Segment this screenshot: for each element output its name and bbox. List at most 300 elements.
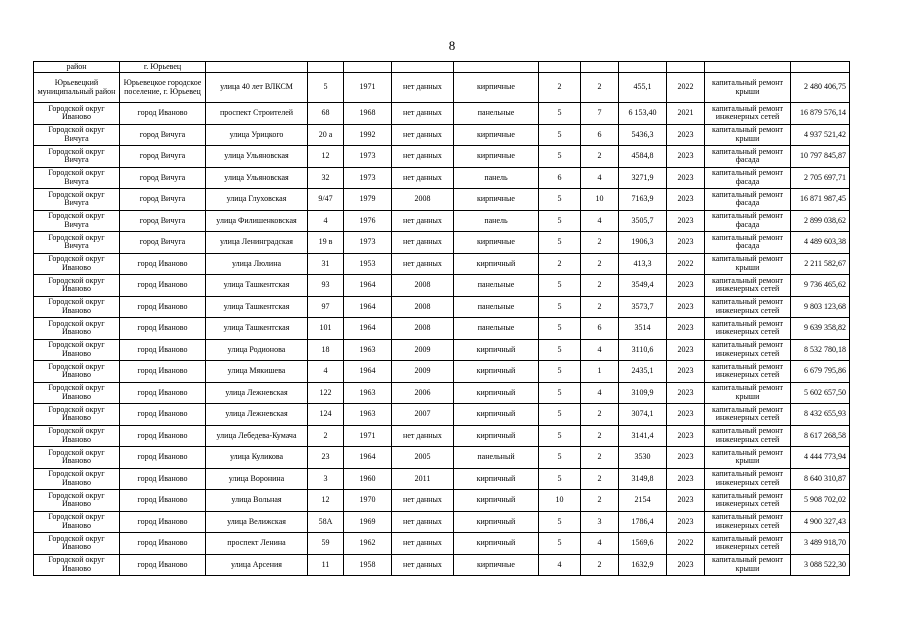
- cell-settlement: город Вичуга: [120, 124, 206, 146]
- cell-street: улица Люлина: [206, 253, 308, 275]
- cell-work-type: капитальный ремонт инженерных сетей: [705, 425, 791, 447]
- cell-overhaul-year: 2008: [392, 318, 454, 340]
- cell-municipality: район: [34, 62, 120, 73]
- cell-entrances: 2: [581, 73, 619, 103]
- cell-wall-material: кирпичные: [454, 124, 539, 146]
- cell-overhaul-year: 2007: [392, 404, 454, 426]
- cell-area: 3549,4: [619, 275, 667, 297]
- cell-cost: 9 803 123,68: [791, 296, 850, 318]
- cell-municipality: Городской округ Иваново: [34, 425, 120, 447]
- cell-overhaul-year: 2005: [392, 447, 454, 469]
- cell-entrances: 2: [581, 296, 619, 318]
- cell-settlement: город Иваново: [120, 554, 206, 576]
- cell-area: 3271,9: [619, 167, 667, 189]
- cell-municipality: Городской округ Иваново: [34, 296, 120, 318]
- cell-wall-material: кирпичный: [454, 404, 539, 426]
- cell-municipality: Городской округ Иваново: [34, 103, 120, 125]
- table-row: [34, 62, 850, 73]
- cell-build-year: 1968: [344, 103, 392, 125]
- table-row: [34, 382, 850, 404]
- cell-floors: 5: [539, 468, 581, 490]
- cell-work-type: капитальный ремонт инженерных сетей: [705, 361, 791, 383]
- cell-overhaul-year: нет данных: [392, 554, 454, 576]
- cell-overhaul-year: нет данных: [392, 146, 454, 168]
- cell-build-year: 1953: [344, 253, 392, 275]
- cell-settlement: город Иваново: [120, 253, 206, 275]
- cell-floors: 5: [539, 318, 581, 340]
- cell-floors: 2: [539, 73, 581, 103]
- cell-floors: 5: [539, 404, 581, 426]
- cell-municipality: Городской округ Иваново: [34, 490, 120, 512]
- cell-settlement: город Иваново: [120, 447, 206, 469]
- cell-entrances: 2: [581, 554, 619, 576]
- cell-build-year: 1971: [344, 73, 392, 103]
- table-row: [34, 275, 850, 297]
- cell-settlement: город Вичуга: [120, 167, 206, 189]
- table-row: [34, 447, 850, 469]
- cell-entrances: 4: [581, 167, 619, 189]
- cell-work-type: капитальный ремонт инженерных сетей: [705, 404, 791, 426]
- cell-floors: 5: [539, 232, 581, 254]
- cell-build-year: [344, 62, 392, 73]
- cell-entrances: 2: [581, 253, 619, 275]
- table-row: [34, 73, 850, 103]
- housing-register-table: [33, 61, 850, 576]
- cell-cost: 2 211 582,67: [791, 253, 850, 275]
- cell-cost: 6 679 795,86: [791, 361, 850, 383]
- cell-entrances: 2: [581, 275, 619, 297]
- cell-floors: 5: [539, 361, 581, 383]
- cell-work-type: капитальный ремонт инженерных сетей: [705, 468, 791, 490]
- cell-work-type: капитальный ремонт крыши: [705, 253, 791, 275]
- cell-overhaul-year: нет данных: [392, 73, 454, 103]
- cell-house-number: 68: [308, 103, 344, 125]
- cell-build-year: 1964: [344, 447, 392, 469]
- cell-house-number: 32: [308, 167, 344, 189]
- cell-floors: 5: [539, 382, 581, 404]
- cell-area: 3573,7: [619, 296, 667, 318]
- cell-cost: 4 489 603,38: [791, 232, 850, 254]
- cell-build-year: 1971: [344, 425, 392, 447]
- cell-wall-material: кирпичный: [454, 339, 539, 361]
- cell-house-number: 93: [308, 275, 344, 297]
- cell-entrances: 2: [581, 146, 619, 168]
- cell-overhaul-year: 2008: [392, 189, 454, 211]
- cell-settlement: город Иваново: [120, 425, 206, 447]
- cell-build-year: 1973: [344, 146, 392, 168]
- cell-street: улица 40 лет ВЛКСМ: [206, 73, 308, 103]
- cell-overhaul-year: 2009: [392, 339, 454, 361]
- cell-municipality: Городской округ Иваново: [34, 404, 120, 426]
- cell-settlement: город Вичуга: [120, 232, 206, 254]
- cell-settlement: город Иваново: [120, 533, 206, 555]
- table-row: [34, 404, 850, 426]
- table-row: [34, 425, 850, 447]
- cell-build-year: 1970: [344, 490, 392, 512]
- cell-municipality: Городской округ Вичуга: [34, 232, 120, 254]
- cell-entrances: 10: [581, 189, 619, 211]
- cell-house-number: [308, 62, 344, 73]
- cell-floors: [539, 62, 581, 73]
- cell-work-type: капитальный ремонт крыши: [705, 382, 791, 404]
- cell-entrances: 6: [581, 318, 619, 340]
- cell-entrances: 4: [581, 533, 619, 555]
- cell-entrances: 4: [581, 210, 619, 232]
- cell-settlement: город Иваново: [120, 296, 206, 318]
- cell-build-year: 1973: [344, 232, 392, 254]
- cell-floors: 5: [539, 511, 581, 533]
- cell-plan-year: 2021: [667, 103, 705, 125]
- cell-municipality: Городской округ Иваново: [34, 554, 120, 576]
- cell-wall-material: кирпичный: [454, 382, 539, 404]
- cell-municipality: Городской округ Иваново: [34, 447, 120, 469]
- cell-wall-material: кирпичный: [454, 490, 539, 512]
- table-body: [34, 62, 850, 576]
- table-row: [34, 533, 850, 555]
- cell-wall-material: панель: [454, 210, 539, 232]
- cell-municipality: Городской округ Вичуга: [34, 167, 120, 189]
- cell-plan-year: 2023: [667, 490, 705, 512]
- cell-overhaul-year: нет данных: [392, 490, 454, 512]
- cell-wall-material: кирпичный: [454, 468, 539, 490]
- cell-build-year: 1979: [344, 189, 392, 211]
- cell-entrances: 3: [581, 511, 619, 533]
- cell-street: улица Ташкентская: [206, 275, 308, 297]
- cell-settlement: город Иваново: [120, 361, 206, 383]
- cell-area: 1632,9: [619, 554, 667, 576]
- table-row: [34, 468, 850, 490]
- cell-work-type: капитальный ремонт инженерных сетей: [705, 490, 791, 512]
- cell-area: 3110,6: [619, 339, 667, 361]
- cell-municipality: Городской округ Иваново: [34, 533, 120, 555]
- cell-entrances: 2: [581, 232, 619, 254]
- cell-wall-material: кирпичные: [454, 554, 539, 576]
- cell-plan-year: 2023: [667, 554, 705, 576]
- cell-cost: 9 639 358,82: [791, 318, 850, 340]
- cell-work-type: [705, 62, 791, 73]
- cell-build-year: 1962: [344, 533, 392, 555]
- cell-settlement: город Вичуга: [120, 189, 206, 211]
- cell-area: 3074,1: [619, 404, 667, 426]
- cell-wall-material: панельные: [454, 296, 539, 318]
- cell-wall-material: кирпичный: [454, 533, 539, 555]
- cell-floors: 5: [539, 103, 581, 125]
- table-row: [34, 296, 850, 318]
- cell-overhaul-year: нет данных: [392, 167, 454, 189]
- table-row: [34, 554, 850, 576]
- cell-work-type: капитальный ремонт фасада: [705, 146, 791, 168]
- cell-plan-year: 2023: [667, 189, 705, 211]
- cell-house-number: 97: [308, 296, 344, 318]
- cell-floors: 5: [539, 146, 581, 168]
- cell-work-type: капитальный ремонт крыши: [705, 554, 791, 576]
- cell-plan-year: 2023: [667, 511, 705, 533]
- cell-cost: 5 908 702,02: [791, 490, 850, 512]
- cell-street: улица Лежневская: [206, 382, 308, 404]
- cell-area: 3530: [619, 447, 667, 469]
- cell-area: 3149,8: [619, 468, 667, 490]
- cell-cost: 8 432 655,93: [791, 404, 850, 426]
- cell-house-number: 19 в: [308, 232, 344, 254]
- cell-floors: 5: [539, 296, 581, 318]
- cell-house-number: 11: [308, 554, 344, 576]
- cell-entrances: 2: [581, 447, 619, 469]
- cell-street: улица Вольная: [206, 490, 308, 512]
- cell-street: улица Ульяновская: [206, 167, 308, 189]
- cell-area: 2435,1: [619, 361, 667, 383]
- cell-house-number: 58А: [308, 511, 344, 533]
- cell-street: улица Ленинградская: [206, 232, 308, 254]
- cell-floors: 5: [539, 339, 581, 361]
- cell-street: улица Ташкентская: [206, 318, 308, 340]
- cell-plan-year: 2023: [667, 425, 705, 447]
- cell-plan-year: 2023: [667, 232, 705, 254]
- table-row: [34, 361, 850, 383]
- table-row: [34, 124, 850, 146]
- table-row: [34, 339, 850, 361]
- cell-entrances: 2: [581, 425, 619, 447]
- cell-entrances: 4: [581, 382, 619, 404]
- cell-cost: 4 937 521,42: [791, 124, 850, 146]
- cell-municipality: Городской округ Вичуга: [34, 146, 120, 168]
- cell-overhaul-year: нет данных: [392, 210, 454, 232]
- cell-cost: 2 705 697,71: [791, 167, 850, 189]
- table-row: [34, 232, 850, 254]
- cell-street: улица Воронина: [206, 468, 308, 490]
- cell-street: улица Родионова: [206, 339, 308, 361]
- cell-plan-year: 2023: [667, 210, 705, 232]
- cell-floors: 5: [539, 189, 581, 211]
- cell-municipality: Городской округ Иваново: [34, 468, 120, 490]
- cell-wall-material: панельные: [454, 103, 539, 125]
- cell-build-year: 1969: [344, 511, 392, 533]
- cell-floors: 5: [539, 210, 581, 232]
- cell-plan-year: 2022: [667, 533, 705, 555]
- cell-settlement: город Иваново: [120, 468, 206, 490]
- cell-street: улица Мякишева: [206, 361, 308, 383]
- cell-work-type: капитальный ремонт инженерных сетей: [705, 275, 791, 297]
- cell-area: 3505,7: [619, 210, 667, 232]
- cell-street: улица Филишенковская: [206, 210, 308, 232]
- cell-work-type: капитальный ремонт фасада: [705, 189, 791, 211]
- cell-cost: 4 900 327,43: [791, 511, 850, 533]
- cell-house-number: 59: [308, 533, 344, 555]
- cell-settlement: Юрьевецкое городское поселение, г. Юрьевец: [120, 73, 206, 103]
- cell-municipality: Городской округ Вичуга: [34, 210, 120, 232]
- cell-plan-year: 2023: [667, 318, 705, 340]
- cell-overhaul-year: 2008: [392, 296, 454, 318]
- cell-settlement: г. Юрьевец: [120, 62, 206, 73]
- cell-build-year: 1963: [344, 382, 392, 404]
- cell-cost: 8 617 268,58: [791, 425, 850, 447]
- cell-work-type: капитальный ремонт фасада: [705, 210, 791, 232]
- cell-wall-material: панельные: [454, 318, 539, 340]
- cell-work-type: капитальный ремонт инженерных сетей: [705, 318, 791, 340]
- cell-municipality: Городской округ Иваново: [34, 275, 120, 297]
- page-number: 8: [448, 38, 456, 53]
- cell-street: [206, 62, 308, 73]
- cell-entrances: 7: [581, 103, 619, 125]
- cell-area: [619, 62, 667, 73]
- cell-municipality: Городской округ Вичуга: [34, 189, 120, 211]
- cell-cost: 4 444 773,94: [791, 447, 850, 469]
- cell-municipality: Юрьевецкий муниципальный район: [34, 73, 120, 103]
- cell-floors: 10: [539, 490, 581, 512]
- cell-work-type: капитальный ремонт крыши: [705, 447, 791, 469]
- cell-street: улица Велижская: [206, 511, 308, 533]
- cell-settlement: город Иваново: [120, 103, 206, 125]
- cell-municipality: Городской округ Иваново: [34, 361, 120, 383]
- cell-floors: 5: [539, 124, 581, 146]
- cell-settlement: город Иваново: [120, 490, 206, 512]
- cell-build-year: 1992: [344, 124, 392, 146]
- cell-entrances: 4: [581, 339, 619, 361]
- cell-house-number: 12: [308, 490, 344, 512]
- cell-build-year: 1964: [344, 318, 392, 340]
- cell-house-number: 122: [308, 382, 344, 404]
- cell-build-year: 1963: [344, 339, 392, 361]
- cell-area: 455,1: [619, 73, 667, 103]
- cell-municipality: Городской округ Иваново: [34, 382, 120, 404]
- cell-entrances: 1: [581, 361, 619, 383]
- table-row: [34, 167, 850, 189]
- cell-plan-year: 2023: [667, 296, 705, 318]
- cell-floors: 5: [539, 425, 581, 447]
- cell-wall-material: кирпичный: [454, 361, 539, 383]
- cell-street: улица Глуховская: [206, 189, 308, 211]
- cell-municipality: Городской округ Иваново: [34, 253, 120, 275]
- cell-floors: 5: [539, 275, 581, 297]
- cell-build-year: 1964: [344, 296, 392, 318]
- cell-house-number: 18: [308, 339, 344, 361]
- cell-area: 4584,8: [619, 146, 667, 168]
- cell-wall-material: [454, 62, 539, 73]
- cell-wall-material: кирпичный: [454, 253, 539, 275]
- cell-cost: [791, 62, 850, 73]
- cell-work-type: капитальный ремонт инженерных сетей: [705, 511, 791, 533]
- cell-house-number: 23: [308, 447, 344, 469]
- table-row: [34, 146, 850, 168]
- cell-street: улица Ташкентская: [206, 296, 308, 318]
- cell-overhaul-year: 2011: [392, 468, 454, 490]
- cell-wall-material: кирпичный: [454, 511, 539, 533]
- cell-plan-year: 2022: [667, 73, 705, 103]
- cell-area: 7163,9: [619, 189, 667, 211]
- cell-work-type: капитальный ремонт инженерных сетей: [705, 533, 791, 555]
- cell-house-number: 12: [308, 146, 344, 168]
- table-row: [34, 103, 850, 125]
- cell-settlement: город Вичуга: [120, 210, 206, 232]
- cell-overhaul-year: нет данных: [392, 124, 454, 146]
- table-row: [34, 511, 850, 533]
- cell-plan-year: 2023: [667, 339, 705, 361]
- cell-build-year: 1964: [344, 275, 392, 297]
- cell-floors: 4: [539, 554, 581, 576]
- cell-entrances: 2: [581, 404, 619, 426]
- cell-wall-material: кирпичные: [454, 189, 539, 211]
- cell-wall-material: панельные: [454, 275, 539, 297]
- cell-overhaul-year: 2009: [392, 361, 454, 383]
- cell-area: 1906,3: [619, 232, 667, 254]
- cell-house-number: 31: [308, 253, 344, 275]
- cell-work-type: капитальный ремонт инженерных сетей: [705, 103, 791, 125]
- cell-work-type: капитальный ремонт фасада: [705, 232, 791, 254]
- cell-area: 1569,6: [619, 533, 667, 555]
- cell-settlement: город Иваново: [120, 275, 206, 297]
- cell-cost: 16 879 576,14: [791, 103, 850, 125]
- cell-plan-year: 2023: [667, 361, 705, 383]
- cell-house-number: 9/47: [308, 189, 344, 211]
- cell-area: 5436,3: [619, 124, 667, 146]
- cell-work-type: капитальный ремонт инженерных сетей: [705, 296, 791, 318]
- cell-floors: 5: [539, 533, 581, 555]
- cell-overhaul-year: нет данных: [392, 103, 454, 125]
- cell-plan-year: 2023: [667, 167, 705, 189]
- cell-street: проспект Ленина: [206, 533, 308, 555]
- cell-house-number: 4: [308, 361, 344, 383]
- cell-street: улица Лебедева-Кумача: [206, 425, 308, 447]
- cell-plan-year: 2023: [667, 124, 705, 146]
- cell-cost: 3 489 918,70: [791, 533, 850, 555]
- cell-settlement: город Иваново: [120, 318, 206, 340]
- cell-overhaul-year: нет данных: [392, 533, 454, 555]
- table-row: [34, 253, 850, 275]
- cell-build-year: 1963: [344, 404, 392, 426]
- cell-house-number: 101: [308, 318, 344, 340]
- cell-cost: 16 871 987,45: [791, 189, 850, 211]
- cell-house-number: 3: [308, 468, 344, 490]
- cell-plan-year: 2023: [667, 447, 705, 469]
- cell-street: проспект Строителей: [206, 103, 308, 125]
- cell-work-type: капитальный ремонт крыши: [705, 73, 791, 103]
- cell-wall-material: кирпичный: [454, 425, 539, 447]
- cell-build-year: 1960: [344, 468, 392, 490]
- cell-cost: 10 797 845,87: [791, 146, 850, 168]
- cell-build-year: 1958: [344, 554, 392, 576]
- cell-plan-year: 2023: [667, 146, 705, 168]
- cell-overhaul-year: нет данных: [392, 511, 454, 533]
- cell-settlement: город Иваново: [120, 511, 206, 533]
- cell-settlement: город Иваново: [120, 404, 206, 426]
- cell-municipality: Городской округ Иваново: [34, 318, 120, 340]
- cell-work-type: капитальный ремонт крыши: [705, 124, 791, 146]
- cell-street: улица Ульяновская: [206, 146, 308, 168]
- cell-area: 3141,4: [619, 425, 667, 447]
- cell-cost: 5 602 657,50: [791, 382, 850, 404]
- cell-street: улица Урицкого: [206, 124, 308, 146]
- cell-plan-year: [667, 62, 705, 73]
- cell-wall-material: кирпичные: [454, 232, 539, 254]
- cell-area: 6 153,40: [619, 103, 667, 125]
- cell-house-number: 20 а: [308, 124, 344, 146]
- cell-house-number: 5: [308, 73, 344, 103]
- table-row: [34, 490, 850, 512]
- cell-floors: 2: [539, 253, 581, 275]
- cell-overhaul-year: 2006: [392, 382, 454, 404]
- cell-overhaul-year: 2008: [392, 275, 454, 297]
- cell-plan-year: 2023: [667, 275, 705, 297]
- cell-municipality: Городской округ Иваново: [34, 339, 120, 361]
- cell-overhaul-year: [392, 62, 454, 73]
- cell-overhaul-year: нет данных: [392, 253, 454, 275]
- cell-entrances: 6: [581, 124, 619, 146]
- cell-work-type: капитальный ремонт фасада: [705, 167, 791, 189]
- cell-area: 2154: [619, 490, 667, 512]
- cell-build-year: 1964: [344, 361, 392, 383]
- cell-entrances: 2: [581, 490, 619, 512]
- table-row: [34, 189, 850, 211]
- cell-cost: 2 899 038,62: [791, 210, 850, 232]
